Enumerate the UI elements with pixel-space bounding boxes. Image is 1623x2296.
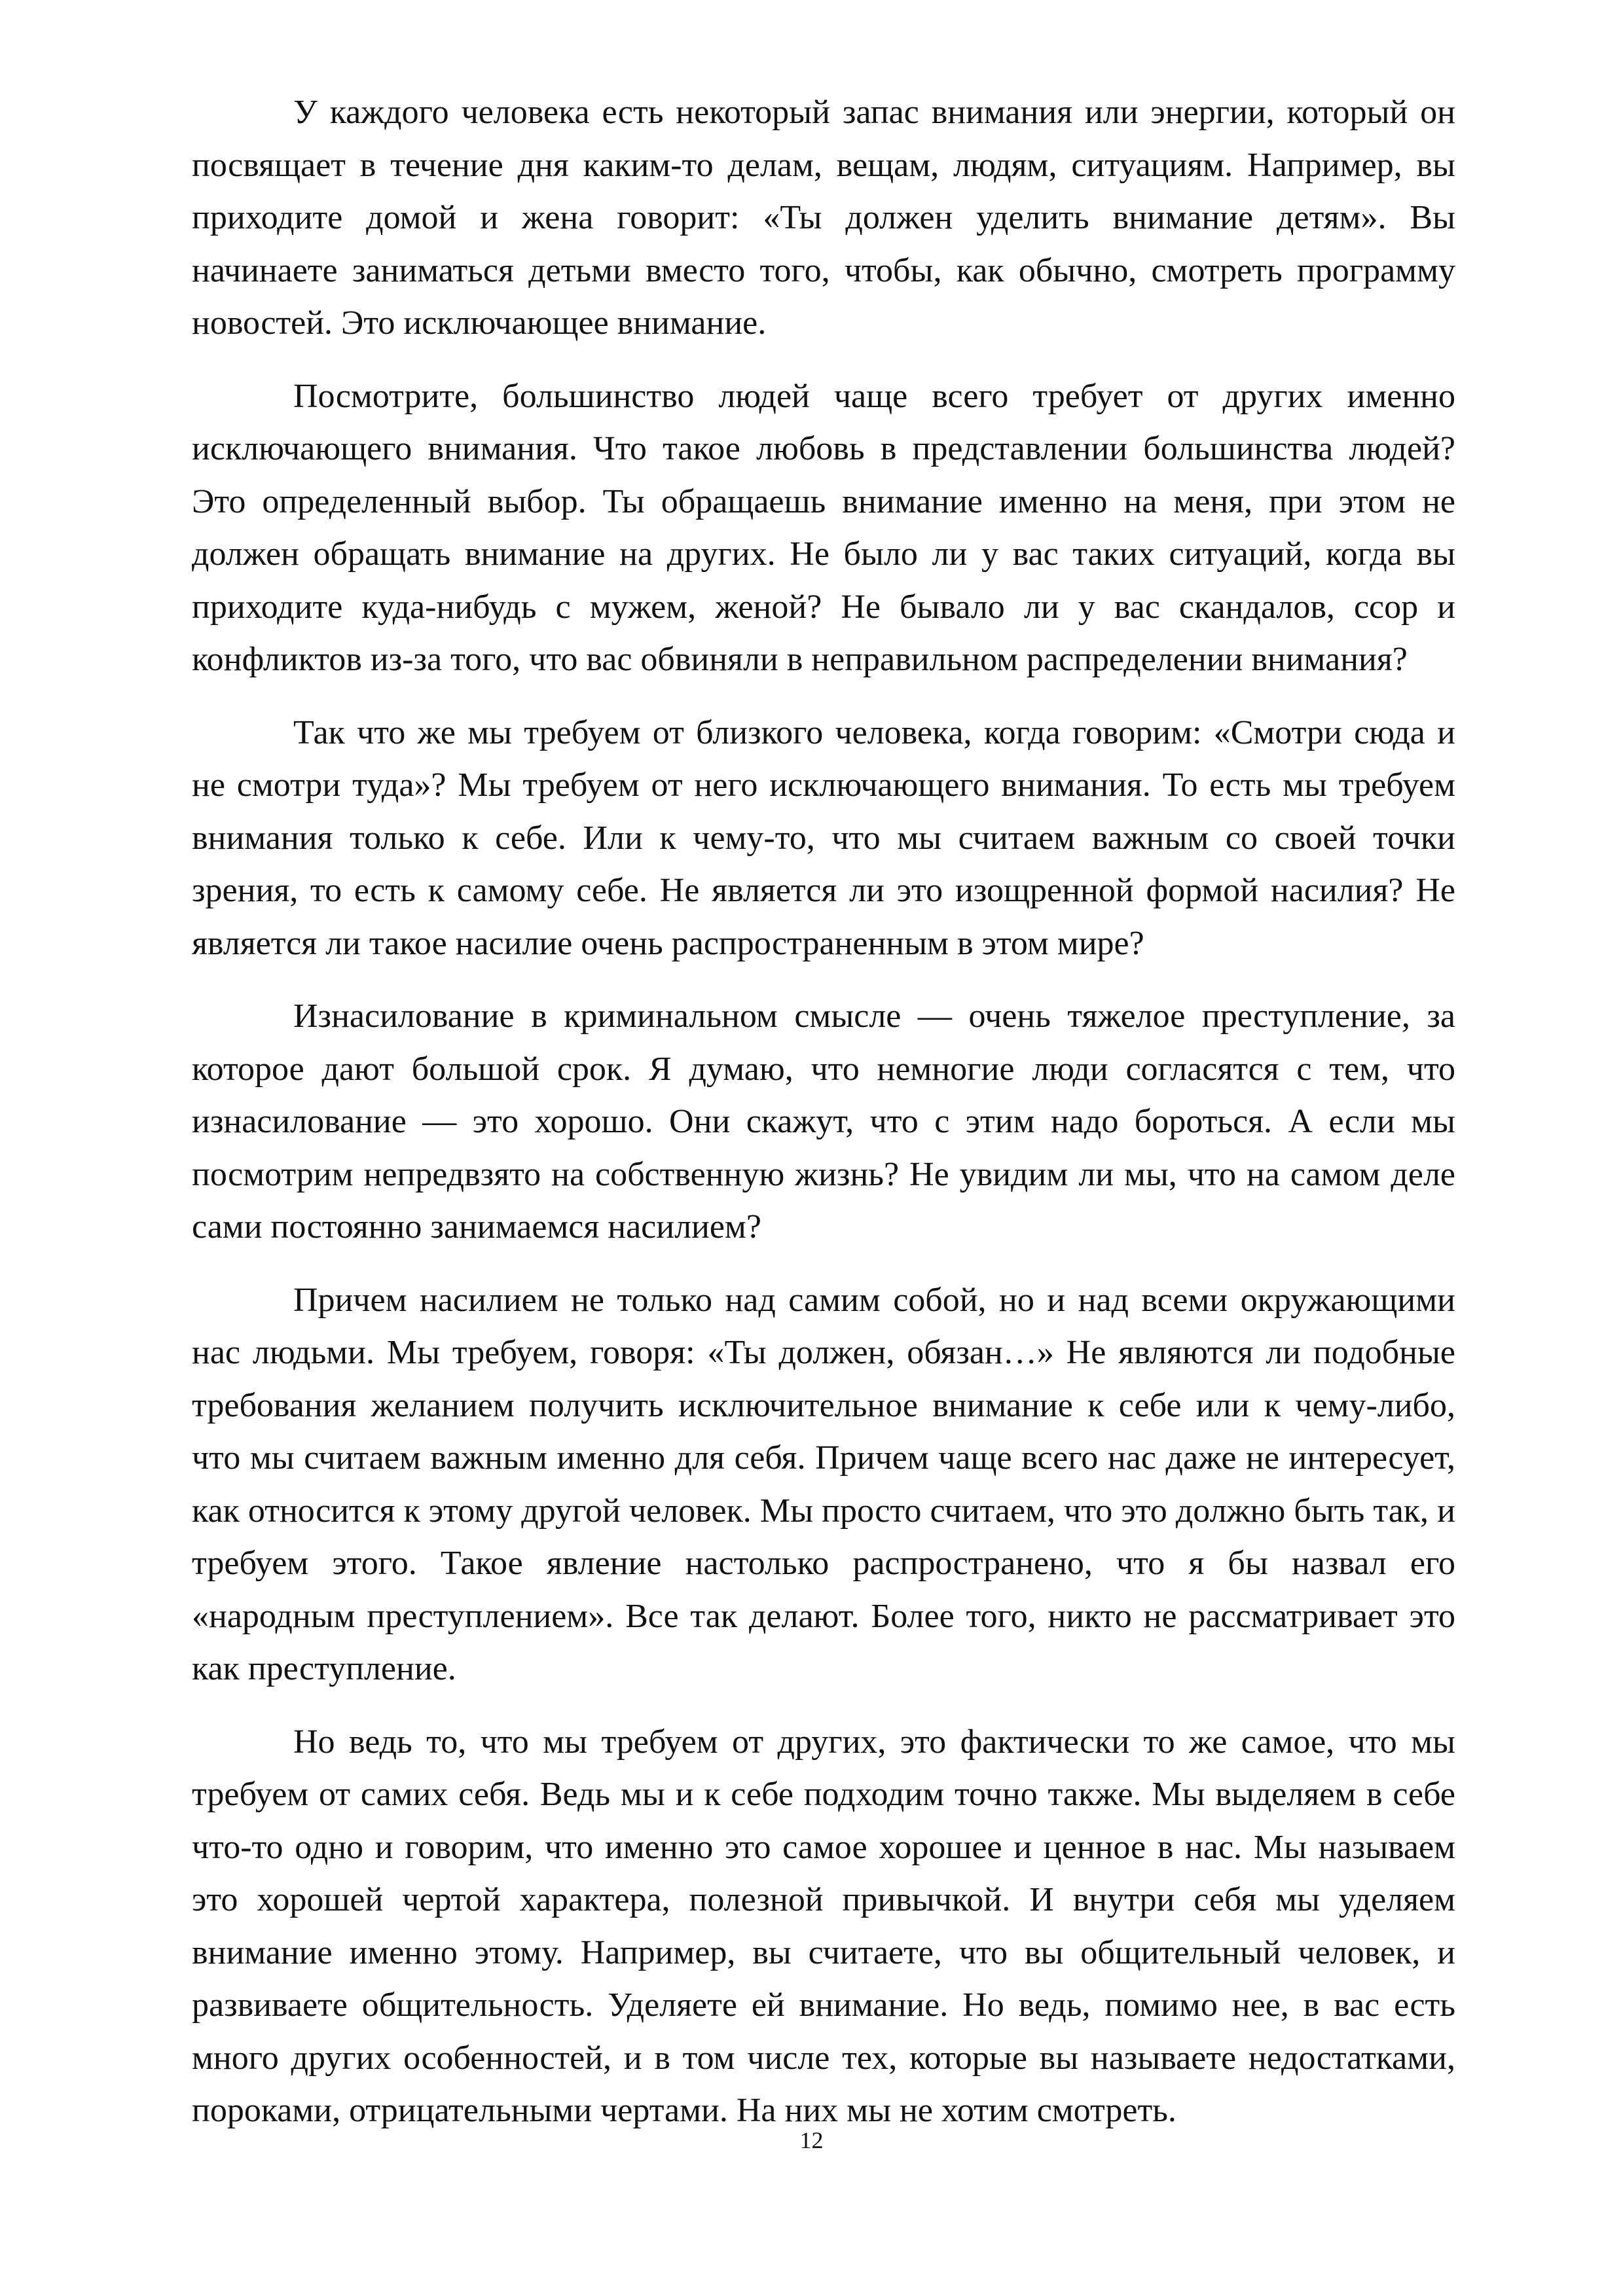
paragraph-5: Причем насилием не только над самим собой, но и над всеми окружающими нас людьми. Мы требуем, говоря: «Ты должен, обязан…» Не являются ли подобные требования желанием получить исключительное внимание к себе или к чему-либо, что мы считаем важным именно для себя. Причем чаще всего нас даже не интересует, как относится к этому другой человек. Мы просто считаем, что это должно быть так, и требуем этого. Такое явление настолько распространено, что я бы назвал его «народным преступлением». Все так делают. Более того, никто не рассматривает это как преступление. xyxy=(192,1281,1455,1687)
paragraph-1: У каждого человека есть некоторый запас внимания или энергии, который он посвящает в течение дня каким-то делам, вещам, людям, ситуациям. Например, вы приходите домой и жена говорит: «Ты должен уделить внимание детям». Вы начинаете заниматься детьми вместо того, чтобы, как обычно, смотреть программу новостей. Это исключающее внимание. xyxy=(192,94,1455,342)
page-number: 12 xyxy=(799,2127,824,2153)
paragraph-6: Но ведь то, что мы требуем от других, это фактически то же самое, что мы требуем от самих себя. Ведь мы и к себе подходим точно также. Мы выделяем в себе что-то одно и говорим, что именно это самое хорошее и ценное в нас. Мы называем это хорошей чертой характера, полезной привычкой. И внутри себя мы уделяем внимание именно этому. Например, вы считаете, что вы общительный человек, и развиваете общительность. Уделяете ей внимание. Но ведь, помимо нее, в вас есть много других особенностей, и в том числе тех, которые вы называете недостатками, пороками, отрицательными чертами. На них мы не хотим смотреть. xyxy=(192,1723,1455,2129)
paragraph-3: Так что же мы требуем от близкого человека, когда говорим: «Смотри сюда и не смотри туда»? Мы требуем от него исключающего внимания. То есть мы требуем внимания только к себе. Или к чему-то, что мы считаем важным со своей точки зрения, то есть к самому себе. Не является ли это изощренной формой насилия? Не является ли такое насилие очень распространенным в этом мире? xyxy=(192,713,1455,962)
paragraph-4: Изнасилование в криминальном смысле — очень тяжелое преступление, за которое дают большой срок. Я думаю, что немногие люди согласятся с тем, что изнасилование — это хорошо. Они скажут, что с этим надо бороться. А если мы посмотрим непредвзято на собственную жизнь? Не увидим ли мы, что на самом деле сами постоянно занимаемся насилием? xyxy=(192,997,1455,1246)
body-text xyxy=(192,86,1455,2158)
paragraph-2: Посмотрите, большинство людей чаще всего требует от других именно исключающего внимания. Что такое любовь в представлении большинства людей? Это определенный выбор. Ты обращаешь внимание именно на меня, при этом не должен обращать внимание на других. Не было ли у вас таких ситуаций, когда вы приходите куда-нибудь с мужем, женой? Не бывало ли у вас скандалов, ссор и конфликтов из-за того, что вас обвиняли в неправильном распределении внимания? xyxy=(192,377,1455,678)
